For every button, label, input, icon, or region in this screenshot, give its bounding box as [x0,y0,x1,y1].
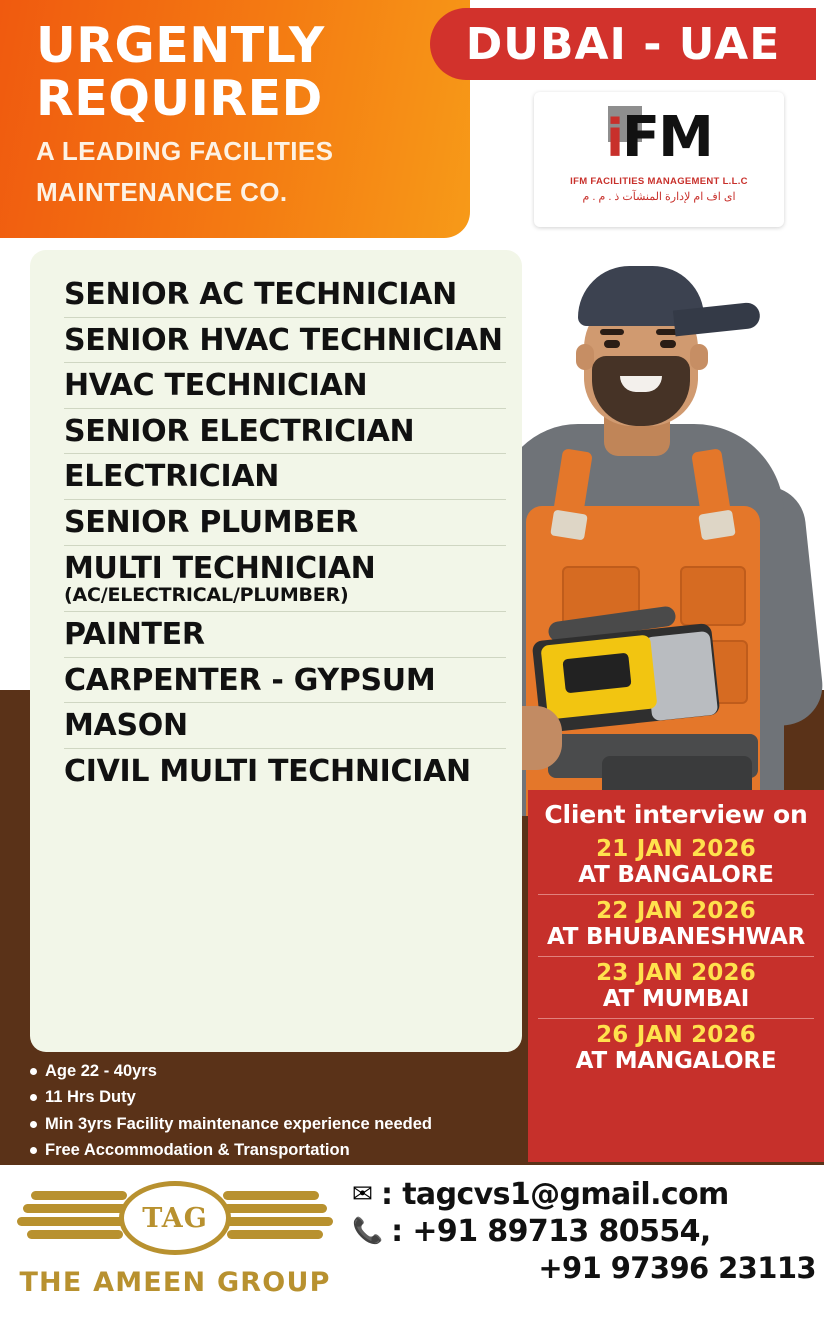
bullet-icon [30,1094,37,1101]
interview-schedule [528,790,824,1162]
job-title: MULTI TECHNICIAN [64,550,376,586]
job-title: MASON [64,708,188,744]
logo-subtitle: IFM FACILITIES MANAGEMENT L.L.C [570,176,748,187]
job-title: ELECTRICIAN [64,459,280,495]
interview-item [538,1019,814,1080]
interview-date: 21 JAN 2026 [596,836,756,862]
worker-ear-right [690,344,708,370]
job-item [64,409,506,455]
interview-item [538,833,814,895]
logo-letters-fm: FM [621,105,712,170]
job-item [64,363,506,409]
phone-secondary-text[interactable]: +91 97396 23113 [538,1251,816,1285]
interview-item [538,957,814,1019]
job-item [64,454,506,500]
interview-city: AT BANGALORE [578,862,774,889]
job-title: CARPENTER - GYPSUM [64,662,436,698]
worker-buckle-left [550,510,588,541]
condition-item [30,1086,510,1108]
condition-item [30,1113,510,1135]
location-badge-label: DUBAI - UAE [465,18,781,70]
interview-date: 23 JAN 2026 [596,959,756,986]
email-icon: ✉ [352,1180,373,1208]
job-item [64,612,506,658]
email-text[interactable]: : tagcvs1@gmail.com [380,1177,729,1212]
condition-item [30,1060,510,1082]
phone-line-secondary[interactable] [352,1251,822,1285]
contact-block [352,1177,822,1287]
wing-left-icon [15,1189,127,1243]
ifm-logo-card [534,92,784,227]
job-item [64,658,506,704]
conditions-list [30,1060,510,1165]
worker-eye-right [660,340,676,348]
wing-right-icon [223,1189,335,1243]
agency-monogram-label: TAG [142,1202,208,1234]
agency-monogram [119,1181,231,1255]
job-title: SENIOR AC TECHNICIAN [64,277,457,312]
worker-buckle-right [698,510,736,541]
wings-icon [15,1171,335,1263]
phone-line[interactable] [352,1214,822,1249]
location-badge [430,8,816,80]
job-item [64,500,506,546]
job-subtitle: (AC/ELECTRICAL/PLUMBER) [64,584,349,607]
ifm-logo-mark [546,102,772,174]
interview-date: 26 JAN 2026 [596,1021,756,1048]
job-item [64,272,506,318]
interview-city: AT MUMBAI [602,986,750,1013]
worker-ear-left [576,344,594,370]
condition-text: Free Accommodation & Transportation [45,1140,350,1159]
worker-tool-panel [562,653,631,694]
job-list-panel [30,250,522,1052]
headline-required: REQUIRED [36,69,323,127]
logo-letter-i: i [606,109,622,169]
interview-city: AT BHUBANESHWAR [546,924,806,951]
phone-primary-text[interactable]: : +91 89713 80554, [391,1214,711,1249]
agency-name: THE AMEEN GROUP [19,1267,331,1298]
job-title: SENIOR HVAC TECHNICIAN [64,322,503,358]
job-title: CIVIL MULTI TECHNICIAN [64,753,471,789]
footer [0,1165,824,1337]
condition-text: 11 Hrs Duty [45,1088,136,1107]
job-title: PAINTER [64,617,205,653]
email-line[interactable] [352,1177,822,1212]
job-item [64,546,506,612]
condition-text: Min 3yrs Facility maintenance experience needed [45,1114,432,1133]
company-subtitle-line2: MAINTENANCE CO. [36,177,288,207]
job-item [64,749,506,794]
bullet-icon [30,1068,37,1075]
interview-title: Client interview on [544,800,808,829]
job-title: HVAC TECHNICIAN [64,368,368,404]
logo-wordmark [606,105,712,170]
job-item [64,703,506,749]
interview-item [538,895,814,957]
worker-pocket-2 [680,566,746,626]
condition-item [30,1139,510,1161]
interview-date: 22 JAN 2026 [596,897,756,924]
interview-city: AT MANGALORE [575,1048,777,1075]
worker-tool-side [644,631,718,721]
bullet-icon [30,1121,37,1128]
bullet-icon [30,1147,37,1154]
agency-logo [10,1171,340,1331]
headline-urgently: URGENTLY [36,17,325,74]
job-title: SENIOR PLUMBER [64,504,358,540]
condition-text: Age 22 - 40yrs [45,1062,157,1080]
job-title: SENIOR ELECTRICIAN [64,413,415,449]
phone-icon: 📞 [352,1217,384,1245]
header-banner [0,0,470,238]
company-subtitle-line1: A LEADING FACILITIES [36,135,334,166]
worker-eye-left [604,340,620,348]
worker-brow-left [600,329,624,335]
logo-arabic-subtitle: اى اف ام لإدارة المنشآت ذ . م . م [582,191,736,203]
job-item [64,318,506,364]
